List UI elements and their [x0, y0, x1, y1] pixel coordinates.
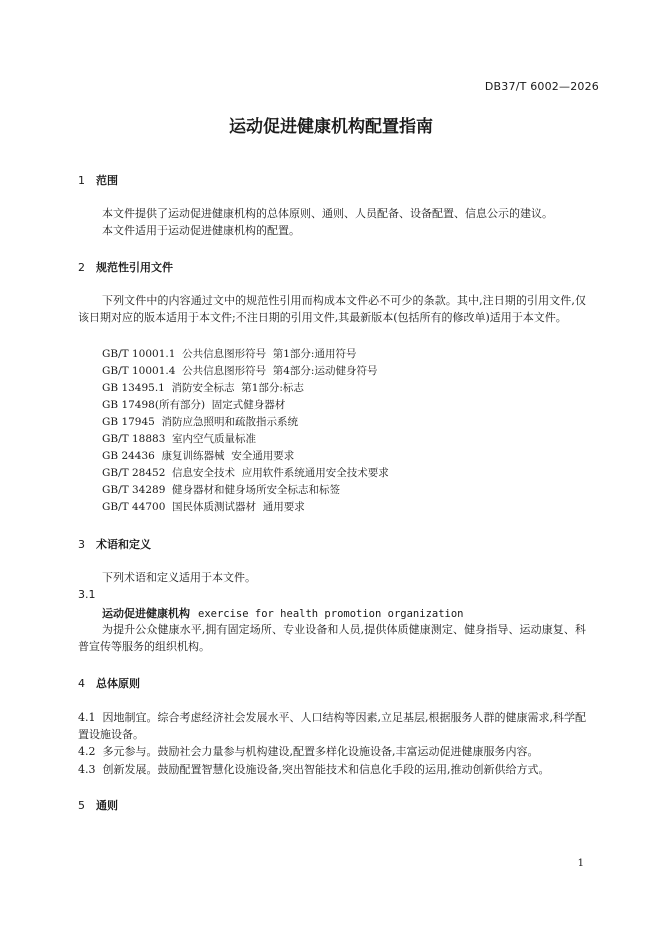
- clause-4-2: [78, 743, 586, 760]
- section-title: 范围: [96, 174, 118, 187]
- reference-item: GB 13495.1 消防安全标志 第1部分:标志: [102, 382, 304, 394]
- document-title: 运动促进健康机构配置指南: [229, 117, 433, 137]
- clause-text: 创新发展。鼓励配置智慧化设施设备,突出智能技术和信息化手段的运用,推动创新供给方式。: [102, 763, 550, 776]
- clause-number: 4.3: [78, 763, 96, 776]
- reference-item: GB 24436 康复训练器械 安全通用要求: [102, 450, 295, 462]
- paragraph: 本文件提供了运动促进健康机构的总体原则、通则、人员配备、设备配置、信息公示的建议。: [102, 207, 553, 220]
- paragraph: 下列文件中的内容通过文中的规范性引用而构成本文件必不可少的条款。其中,注日期的引用文件,仅该日期对应的版本适用于本文件;不注日期的引用文件,其最新版本(包括所有的修改单)适用于本文件。: [78, 294, 586, 324]
- document-code: DB37/T 6002—2026: [484, 80, 599, 93]
- paragraph: 下列术语和定义适用于本文件。: [102, 571, 256, 584]
- reference-item: GB/T 18883 室内空气质量标准: [102, 433, 257, 445]
- term-entry: [102, 605, 464, 621]
- section-title: 规范性引用文件: [96, 261, 173, 274]
- section-5-heading: [78, 797, 118, 813]
- section-title: 总体原则: [96, 677, 140, 690]
- reference-item: GB/T 10001.1 公共信息图形符号 第1部分:通用符号: [102, 348, 357, 360]
- section-number: 1: [78, 174, 85, 187]
- section-3-heading: [78, 536, 151, 552]
- section-title: 术语和定义: [96, 538, 151, 551]
- reference-item: GB 17945 消防应急照明和疏散指示系统: [102, 416, 299, 428]
- clause-4-3: [78, 761, 586, 778]
- term-number: 3.1: [78, 588, 96, 601]
- term-english: exercise for health promotion organization: [198, 608, 464, 620]
- page-number: 1: [577, 858, 584, 869]
- reference-item: GB/T 10001.4 公共信息图形符号 第4部分:运动健身符号: [102, 365, 378, 377]
- clause-number: 4.2: [78, 745, 96, 758]
- section-number: 5: [78, 799, 85, 812]
- clause-text: 因地制宜。综合考虑经济社会发展水平、人口结构等因素,立足基层,根据服务人群的健康需求,科学配置设施设备。: [78, 711, 586, 741]
- section-4-heading: [78, 675, 140, 691]
- paragraph: 本文件适用于运动促进健康机构的配置。: [102, 224, 300, 237]
- term-chinese: 运动促进健康机构: [102, 607, 190, 620]
- clause-text: 多元参与。鼓励社会力量参与机构建设,配置多样化设施设备,丰富运动促进健康服务内容。: [102, 745, 539, 758]
- reference-item: GB/T 44700 国民体质测试器材 通用要求: [102, 501, 305, 513]
- section-title: 通则: [96, 799, 118, 812]
- section-number: 4: [78, 677, 85, 690]
- section-number: 2: [78, 261, 85, 274]
- reference-item: GB 17498(所有部分) 固定式健身器材: [102, 399, 286, 411]
- term-definition: 为提升公众健康水平,拥有固定场所、专业设备和人员,提供体质健康测定、健身指导、运动康复、科普宣传等服务的组织机构。: [78, 623, 586, 653]
- reference-item: GB/T 34289 健身器材和健身场所安全标志和标签: [102, 484, 341, 496]
- clause-4-1: [78, 709, 586, 743]
- section-1-heading: [78, 172, 118, 188]
- reference-item: GB/T 28452 信息安全技术 应用软件系统通用安全技术要求: [102, 467, 389, 479]
- clause-number: 4.1: [78, 711, 96, 724]
- section-2-heading: [78, 259, 173, 275]
- section-number: 3: [78, 538, 85, 551]
